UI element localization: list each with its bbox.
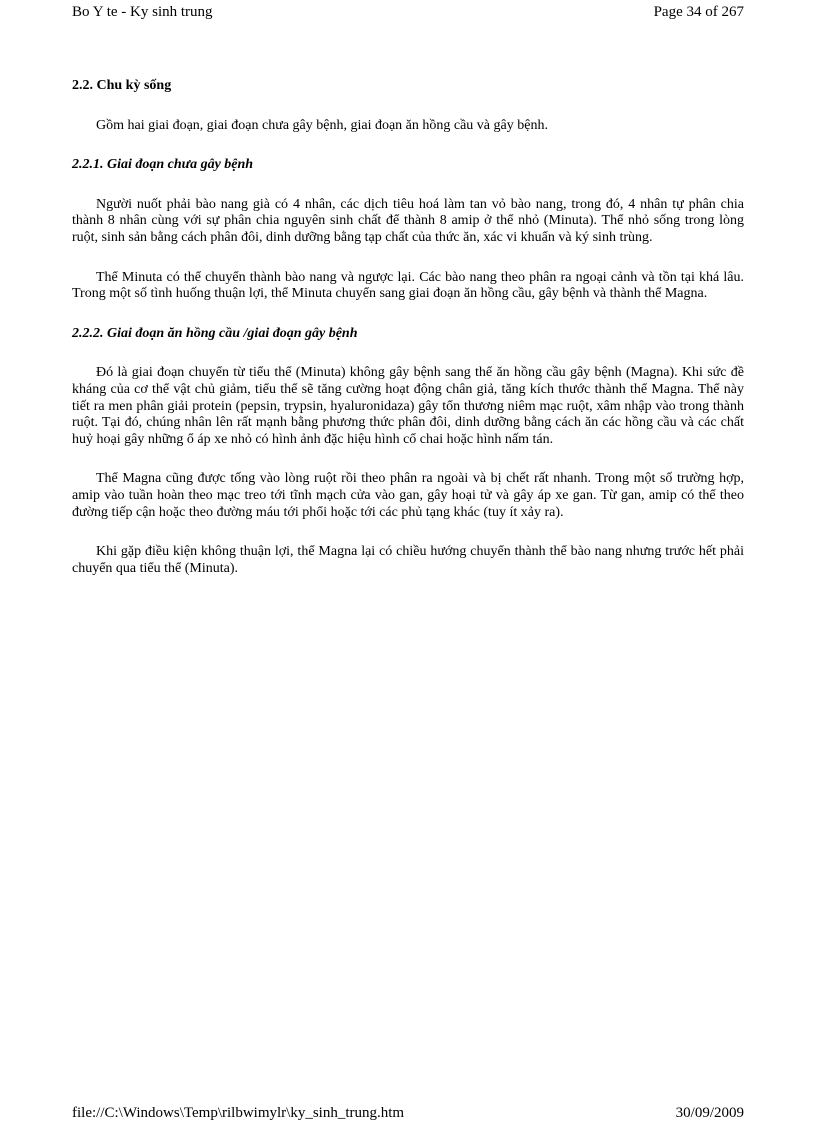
section-heading: 2.2. Chu kỳ sống [72,78,172,93]
document-body [72,78,744,600]
footer-date: 30/09/2009 [675,1105,744,1121]
subsection-heading-1: 2.2.1. Giai đoạn chưa gây bệnh [72,157,254,173]
subsection-1-paragraph-1: Người nuốt phải bào nang già có 4 nhân, các dịch tiêu hoá làm tan vỏ bào nang, trong đó, 4 nhân tự phân chia thành 8 nhân cùng với sự phân chia nguyên sinh chất để thành 8 amip ở thể nhỏ (Minuta). Thể nhỏ sống trong lòng ruột, sinh sản bằng cách phân đôi, dinh dưỡng bằng tạp chất của thức ăn, xác vi khuẩn và ký sinh trùng. [72,196,744,245]
subsection-2-paragraph-3: Khi gặp điều kiện không thuận lợi, thể Magna lại có chiều hướng chuyển thành thể bào nang nhưng trước hết phải chuyển qua tiểu thể (Minuta). [72,544,744,576]
subsection-2-paragraph-2: Thể Magna cũng được tống vào lòng ruột rồi theo phân ra ngoài và bị chết rất nhanh. Trong một số trường hợp, amip vào tuần hoàn theo mạc treo tới tĩnh mạch cửa vào gan, gây hoại tử và gây áp xe gan. Từ gan, amip có thể theo đường tiếp cận hoặc theo đường máu tới phổi hoặc tới các phủ tạng khác (tuy ít xảy ra). [72,471,744,520]
header-page-info: Page 34 of 267 [653,4,744,20]
section-intro-paragraph: Gồm hai giai đoạn, giai đoạn chưa gây bệnh, giai đoạn ăn hồng cầu và gây bệnh. [96,117,548,133]
subsection-2-paragraph-1: Đó là giai đoạn chuyển từ tiểu thể (Minuta) không gây bệnh sang thể ăn hồng cầu gây bệnh (Magna). Khi sức đề kháng của cơ thể vật chủ giảm, tiểu thể sẽ tăng cường hoạt động chân giả, tăng kích thước thành thể Magna. Thể này tiết ra men phân giải protein (pepsin, trypsin, hyaluronidaza) gây tổn thương niêm mạc ruột, xâm nhập vào trong thành ruột. Tại đó, chúng nhân lên rất mạnh bằng phương thức phân đôi, dinh dưỡng bằng cách ăn các hồng cầu và các chất huỷ hoại gây những ổ áp xe nhỏ có hình ảnh đặc hiệu hình cổ chai hoặc hình nấm tán. [72,365,744,447]
header-document-title: Bo Y te - Ky sinh trung [72,4,213,20]
subsection-heading-2: 2.2.2. Giai đoạn ăn hồng cầu /giai đoạn gây bệnh [72,325,358,341]
subsection-1-paragraph-2: Thể Minuta có thể chuyển thành bào nang và ngược lại. Các bào nang theo phân ra ngoại cảnh và tồn tại khá lâu. Trong một số tình huống thuận lợi, thể Minuta chuyển sang giai đoạn ăn hồng cầu, gây bệnh và thành thể Magna. [72,269,744,302]
footer-file-path: file://C:\Windows\Temp\rilbwimylr\ky_sinh_trung.htm [72,1105,405,1121]
